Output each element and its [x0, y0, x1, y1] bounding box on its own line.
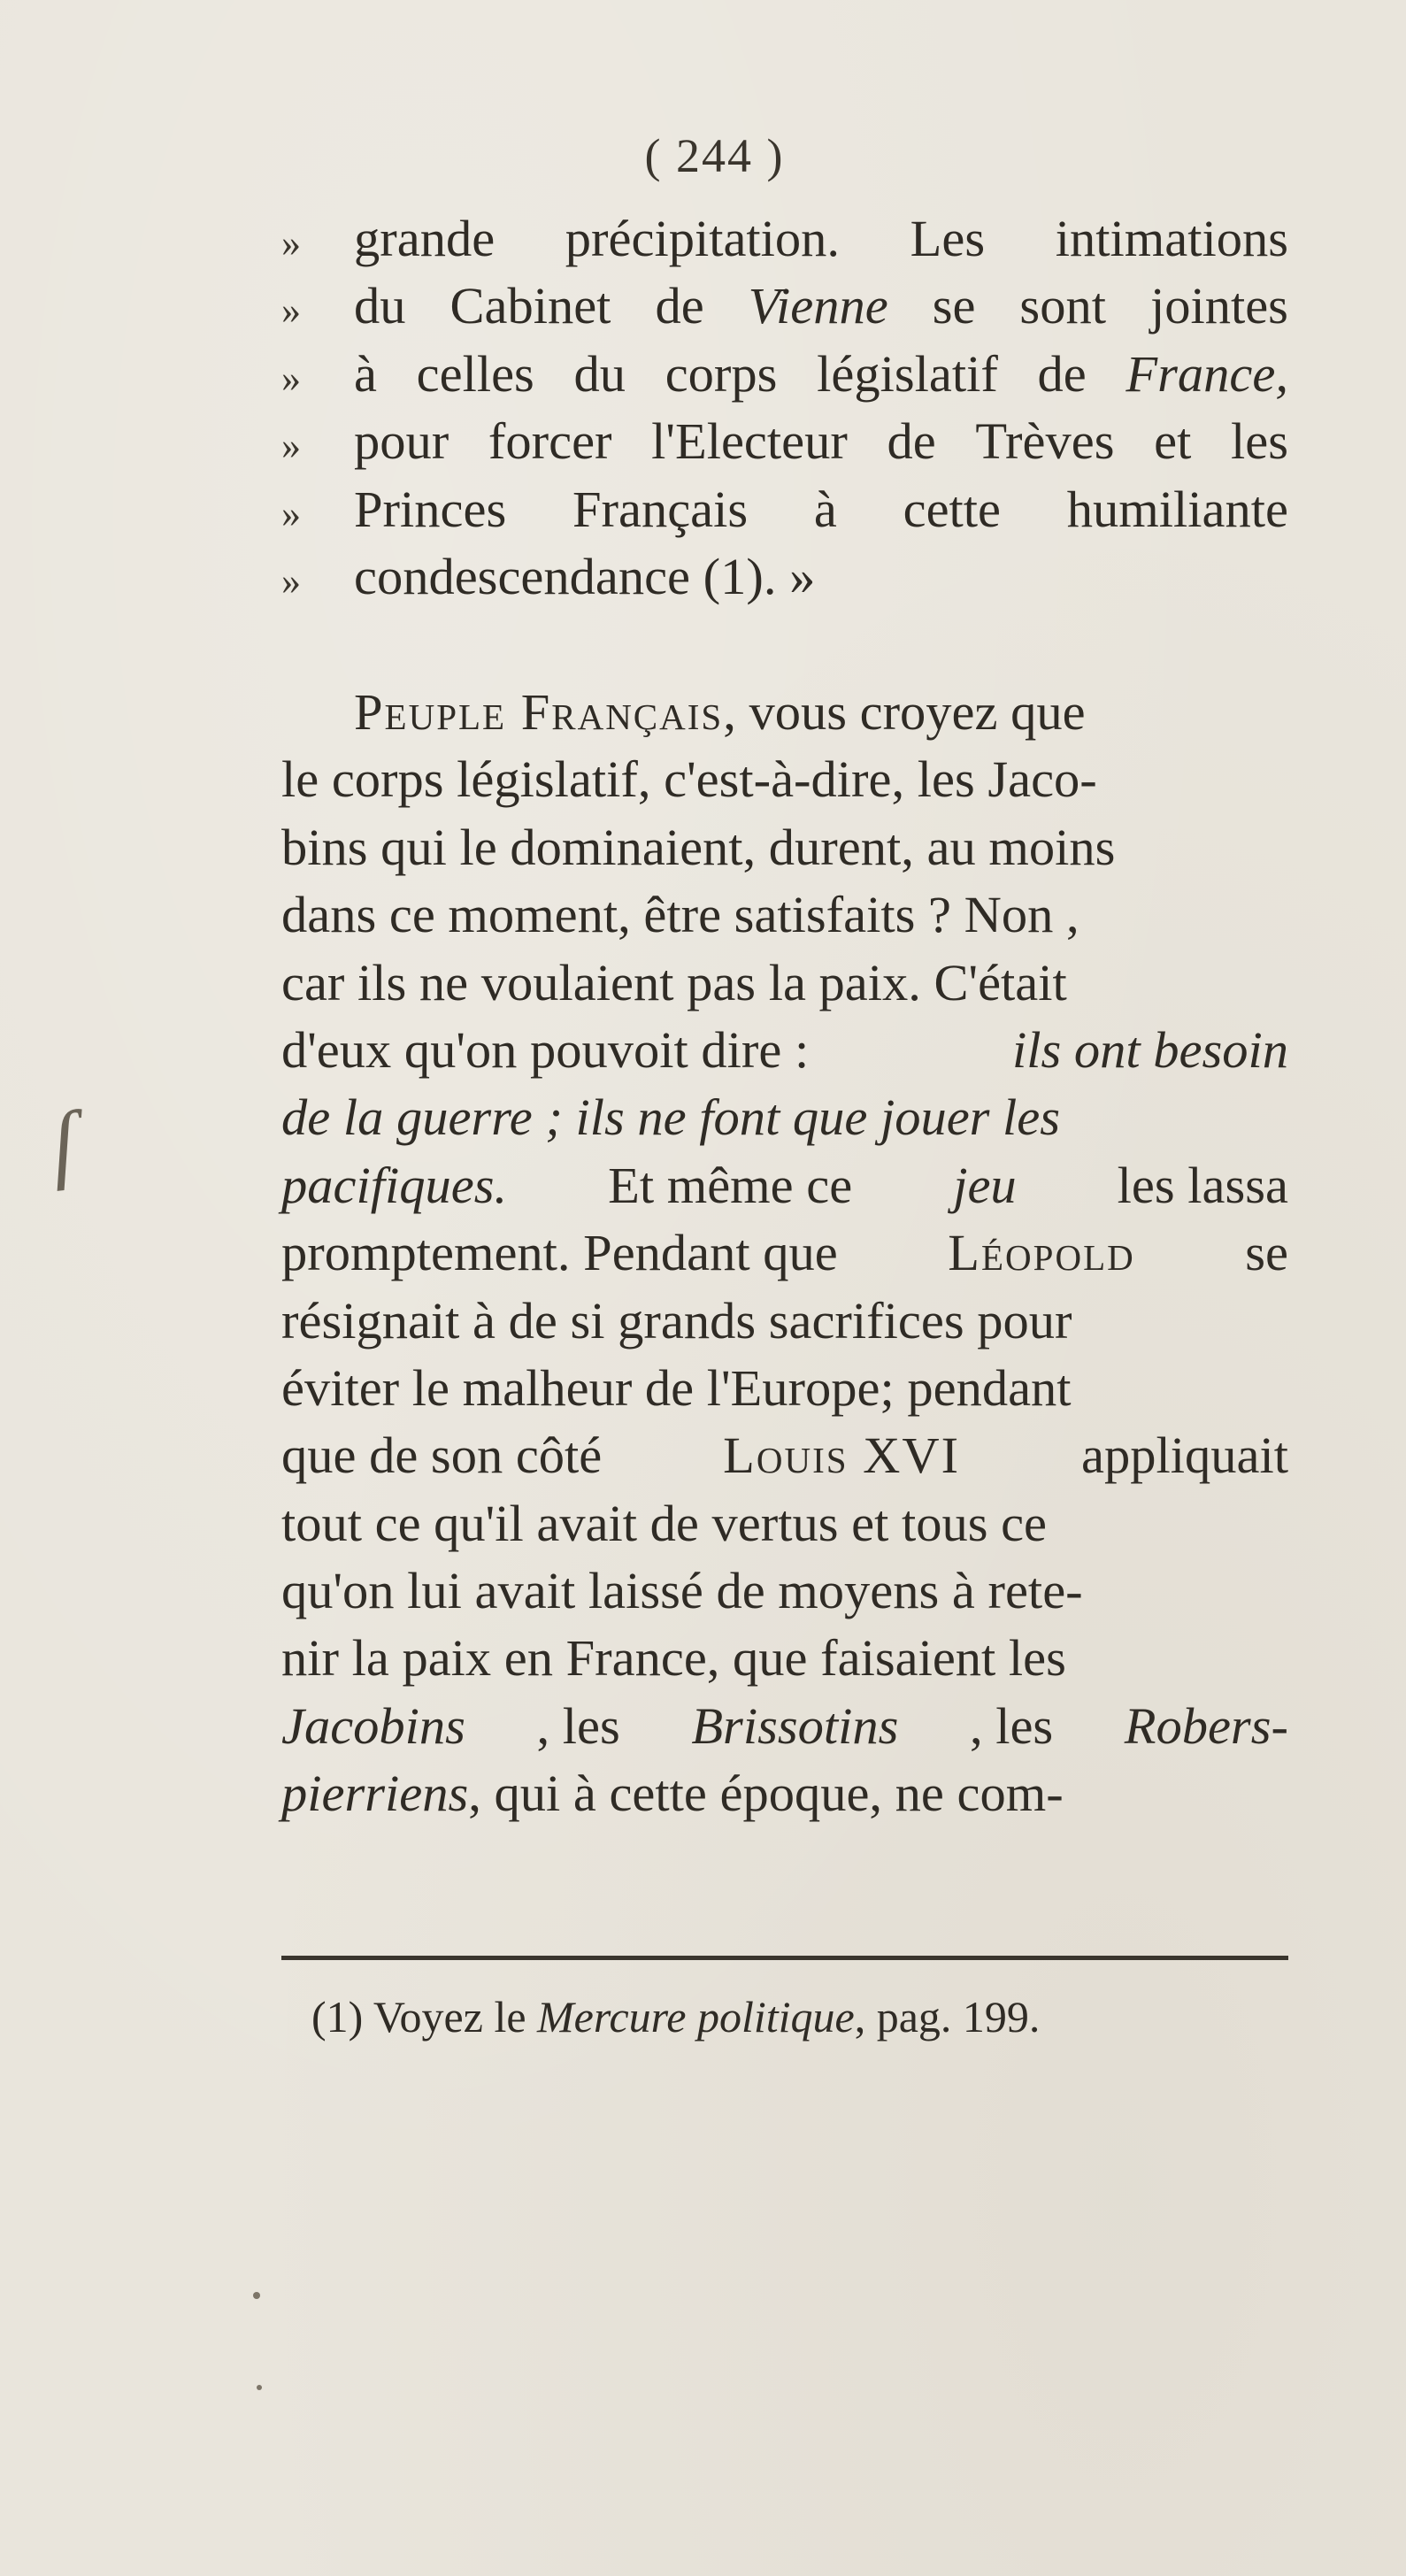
- text-line: que de son côté Louis XVI appliquait: [281, 1422, 1288, 1489]
- text-line: Peuple Français, vous croyez que: [354, 683, 1086, 741]
- italic-word: pacifiques.: [281, 1156, 508, 1214]
- word: à: [354, 344, 377, 403]
- small-caps-name: Léopold: [948, 1224, 1135, 1282]
- word: de: [887, 412, 936, 471]
- word: l'Electeur: [651, 412, 848, 471]
- quote-line-text: [354, 273, 1288, 340]
- quote-line-text: [354, 543, 1288, 611]
- quote-line-text: [354, 341, 1288, 408]
- text-line: bins qui le dominaient, durent, au moins: [281, 818, 1116, 876]
- text-line: promptement. Pendant que Léopold se: [281, 1219, 1288, 1287]
- word: corps: [665, 344, 778, 403]
- text-line: pierriens, qui à cette époque, ne com-: [281, 1765, 1064, 1823]
- italic-word: jeu: [953, 1156, 1017, 1214]
- paper-speck: [257, 2385, 262, 2390]
- word: à: [813, 480, 837, 538]
- quote-line-text: [354, 476, 1288, 543]
- text-line: nir la paix en France, que faisaient les: [281, 1629, 1066, 1688]
- quote-line: [281, 476, 1288, 543]
- footnote-title: Mercure politique: [537, 1992, 855, 2042]
- italic-word: France,: [1126, 344, 1288, 403]
- word: Cabinet: [449, 277, 611, 335]
- text-line: Jacobins , les Brissotins , les Robers-: [281, 1693, 1288, 1760]
- quote-line: [281, 341, 1288, 408]
- guillemet-mark: »: [281, 288, 301, 333]
- quote-line-text: [354, 408, 1288, 475]
- page-number: ( 244 ): [644, 129, 785, 182]
- text-line: résignait à de si grands sacrifices pour: [281, 1291, 1072, 1350]
- word: intimations: [1055, 210, 1288, 267]
- text-line: le corps législatif, c'est-à-dire, les Jaco-: [281, 750, 1097, 809]
- quote-line-text: [354, 205, 1288, 273]
- italic-word: Jacobins: [281, 1696, 465, 1755]
- word: précipitation.: [565, 210, 841, 267]
- paper-speck: [253, 2292, 260, 2299]
- small-caps-name: Louis XVI: [723, 1426, 961, 1485]
- italic-word: Robers-: [1124, 1696, 1288, 1755]
- guillemet-mark: »: [281, 424, 301, 468]
- word: du: [573, 344, 626, 403]
- italic-word: Vienne: [748, 277, 888, 335]
- word: de: [655, 277, 704, 335]
- word: forcer: [488, 412, 612, 471]
- text-line: éviter le malheur de l'Europe; pendant: [281, 1358, 1072, 1417]
- quote-line: [281, 408, 1288, 475]
- word: de: [1037, 344, 1087, 403]
- body-paragraph: [281, 679, 1288, 1828]
- word: législatif: [817, 344, 998, 403]
- word: Trèves: [975, 412, 1115, 471]
- text-line: car ils ne voulaient pas la paix. C'était: [281, 953, 1067, 1011]
- small-caps-phrase: Peuple Français: [354, 683, 724, 741]
- quoted-passage: [281, 205, 1288, 611]
- italic-word: pierriens: [281, 1765, 469, 1823]
- word: grande: [354, 210, 496, 267]
- guillemet-mark: »: [281, 558, 301, 603]
- word: Les: [910, 210, 986, 267]
- word: Français: [572, 480, 749, 538]
- word: du: [354, 277, 406, 335]
- text-line: d'eux qu'on pouvoit dire : ils ont besoin: [281, 1017, 1288, 1084]
- margin-handwritten-mark: ſ: [46, 1094, 81, 1193]
- italic-phrase: de la guerre ; ils ne font que jouer les: [281, 1088, 1061, 1147]
- quote-line: [281, 273, 1288, 340]
- word: humiliante: [1066, 480, 1288, 538]
- word: et: [1154, 412, 1192, 471]
- word: celles: [416, 344, 534, 403]
- text-line: dans ce moment, être satisfaits ? Non ,: [281, 886, 1079, 944]
- word: cette: [903, 480, 1002, 538]
- text-line: pacifiques. Et même ce jeu les lassa: [281, 1152, 1288, 1219]
- quote-line: [281, 205, 1288, 273]
- text-line: [281, 1084, 1288, 1151]
- word: sont: [1019, 277, 1106, 335]
- footnote: (1) Voyez le Mercure politique, pag. 199.: [311, 1992, 1041, 2042]
- word: Princes: [354, 480, 507, 538]
- guillemet-mark: »: [281, 221, 301, 265]
- text-line: tout ce qu'il avait de vertus et tous ce: [281, 1494, 1048, 1552]
- word: condescendance (1). »: [354, 547, 816, 605]
- word: les: [1231, 412, 1288, 471]
- word: se: [932, 277, 976, 335]
- guillemet-mark: »: [281, 356, 301, 400]
- word: pour: [354, 412, 449, 471]
- italic-word: Brissotins: [691, 1696, 899, 1755]
- guillemet-mark: »: [281, 491, 301, 535]
- text-line: qu'on lui avait laissé de moyens à rete-: [281, 1562, 1083, 1620]
- italic-phrase: ils ont besoin: [1011, 1020, 1288, 1079]
- quote-line: [281, 543, 1288, 611]
- word: jointes: [1149, 277, 1288, 335]
- footnote-rule: [281, 1956, 1288, 1960]
